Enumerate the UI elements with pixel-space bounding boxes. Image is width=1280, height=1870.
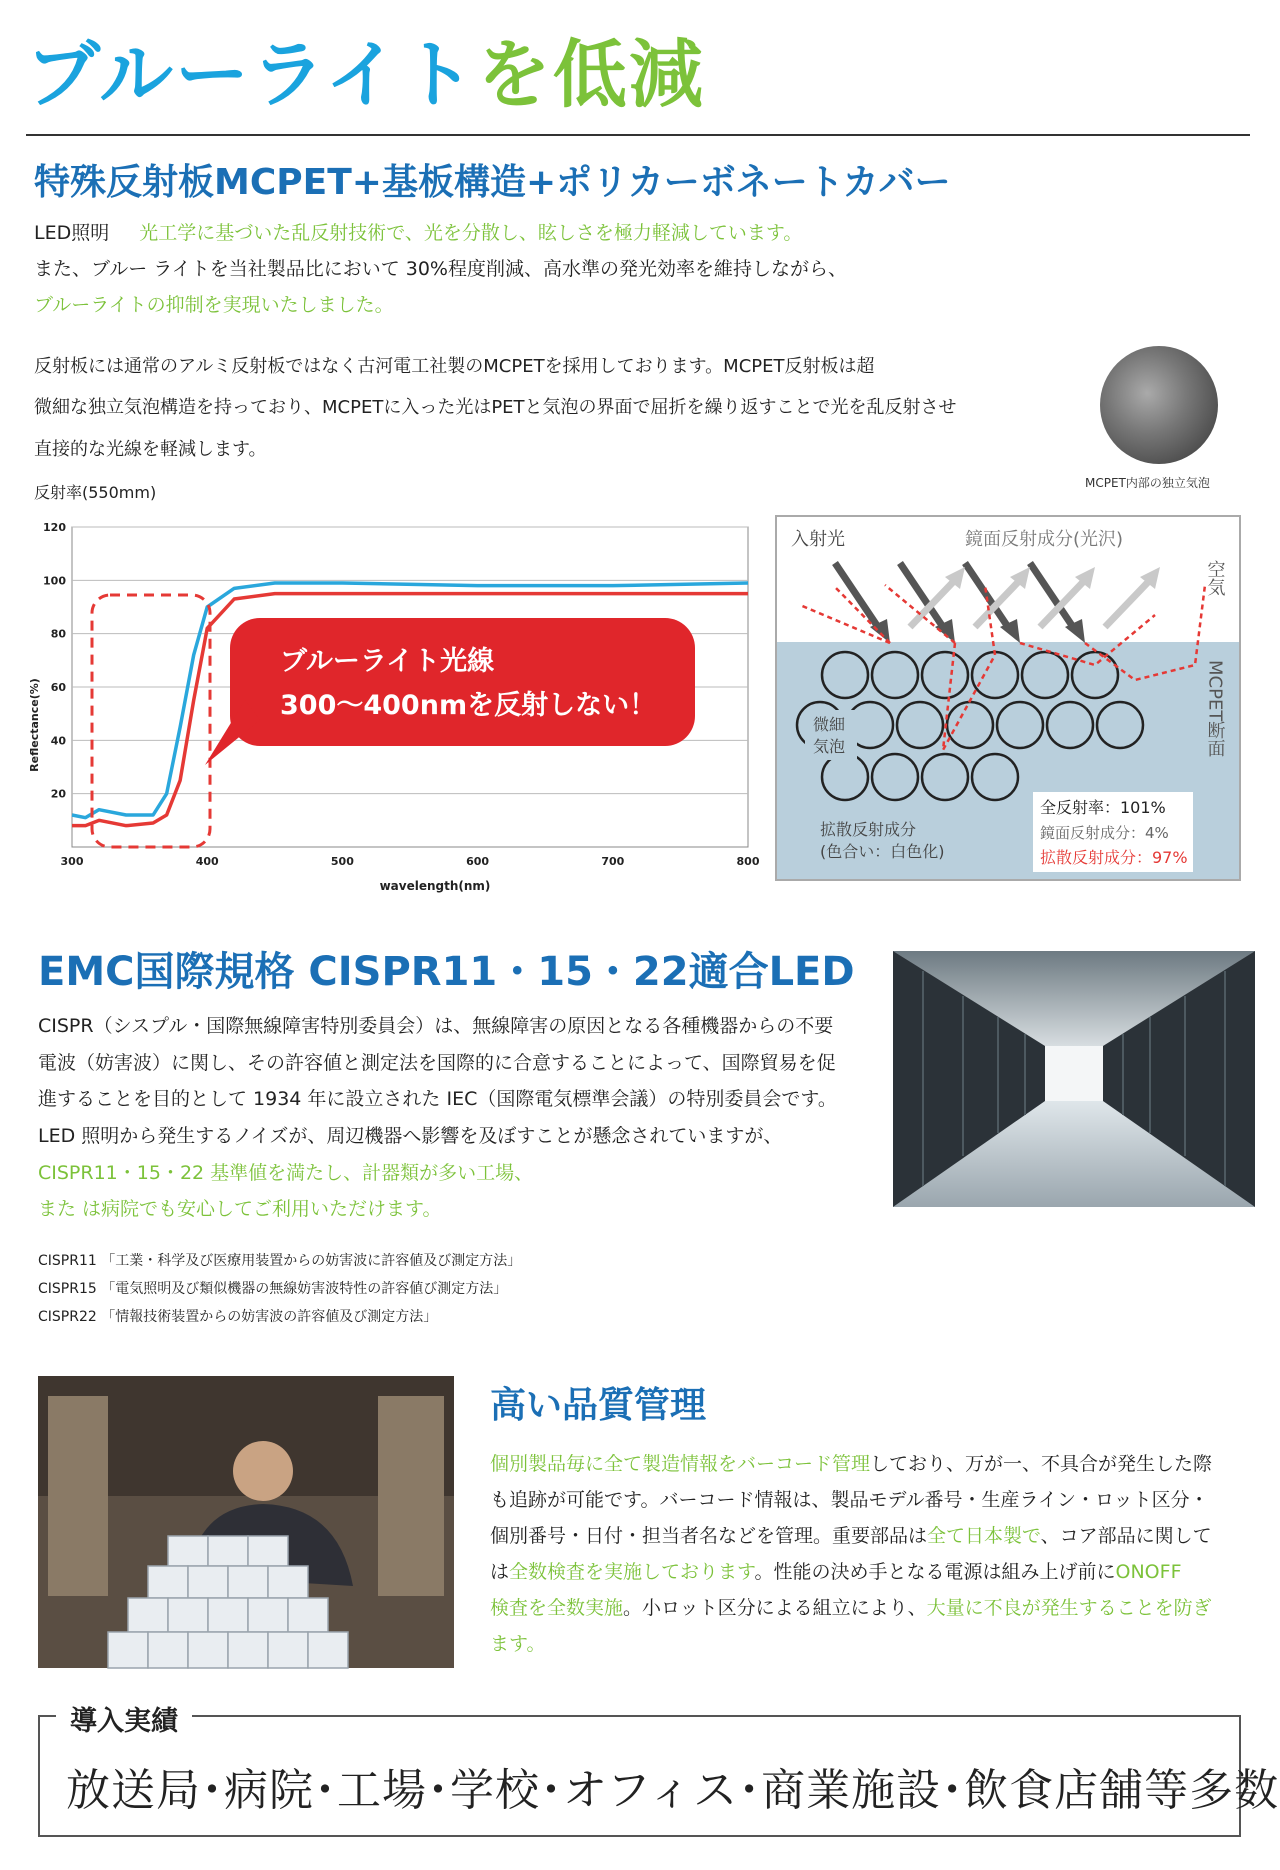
section1-paragraph1 — [34, 215, 934, 323]
y-tick-label: 100 — [43, 574, 66, 588]
results-text: 放送局･病院･工場･学校･オフィス･商業施設･飲食店舗等多数 — [66, 1765, 1280, 1816]
q-t4: 、コア部品に関して — [1040, 1525, 1212, 1548]
emc-line2: 電波（妨害波）に関し、その許容値と測定法を国際的に合意することによって、国際貿易を促 — [38, 1051, 836, 1074]
diagram-mcpet-label: MCPET断面 — [1204, 660, 1226, 758]
quality-title: 高い品質管理 — [490, 1385, 707, 1426]
mcpet-diagram — [775, 515, 1241, 881]
q-g6: 大量に不良が発生することを防ぎ — [926, 1597, 1212, 1620]
x-tick-label: 600 — [466, 855, 490, 868]
q-t7: 。小ロット区分による組立により、 — [623, 1597, 927, 1620]
q-g2: 全て日本製で — [927, 1525, 1041, 1548]
emc-paragraph — [38, 1008, 858, 1228]
emc-line3: 進することを目的として 1934 年に設立された IEC（国際電気標準会議）の特別委員会です。 — [38, 1088, 837, 1111]
x-tick-label: 400 — [195, 855, 219, 868]
emc-title: EMC国際規格 CISPR11・15・22適合LED — [38, 949, 855, 995]
ref-cispr22: CISPR22 「情報技術装置からの妨害波の許容値及び測定方法」 — [38, 1309, 438, 1325]
ref-cispr15: CISPR15 「電気照明及び類似機器の無線妨害波特性の許容値び測定方法」 — [38, 1281, 508, 1297]
hero-title-blue: ブルーライト — [26, 32, 477, 118]
hero-title — [26, 32, 705, 118]
diffuse-label-2: (色合い：白色化) — [820, 842, 945, 861]
cispr-references — [38, 1247, 521, 1331]
stat-total: 全反射率：101% — [1040, 798, 1166, 817]
worker-head — [233, 1441, 293, 1501]
x-tick-label: 700 — [601, 855, 625, 868]
y-tick-label: 40 — [50, 734, 66, 748]
q-t3: 個別番号・日付・担当者名などを管理。重要部品は — [490, 1525, 928, 1548]
x-tick-label: 800 — [736, 855, 760, 868]
mcpet-bubble-caption: MCPET内部の独立気泡 — [1085, 476, 1210, 490]
stat-specular: 鏡面反射成分：4% — [1040, 824, 1169, 842]
q-g1: 個別製品毎に全て製造情報をバーコード管理 — [490, 1453, 871, 1475]
emc-line6: また は病院でも安心してご利用いただけます。 — [38, 1198, 442, 1221]
y-tick-label: 80 — [50, 627, 66, 641]
hero-title-green: を低減 — [476, 32, 705, 118]
callout-line1: ブルーライト光線 — [280, 646, 495, 677]
stat-diffuse: 拡散反射成分：97% — [1040, 848, 1188, 867]
q-t2: も追跡が可能です。バーコード情報は、製品モデル番号・生産ライン・ロット区分・ — [490, 1489, 1209, 1512]
q-t6: 。性能の決め手となる電源は組み上げ前に — [754, 1561, 1116, 1584]
quality-paragraph — [490, 1446, 1250, 1663]
p2-line3: 直接的な光線を軽減します。 — [34, 438, 267, 460]
emc-line4: LED 照明から発生するノイズが、周辺機器へ影響を及ぼすことが懸念されていますが、 — [38, 1124, 783, 1147]
x-tick-label: 300 — [60, 855, 84, 868]
bubble-label-1: 微細 — [813, 715, 846, 734]
q-t5: は — [490, 1561, 510, 1584]
results-label: 導入実績 — [56, 1699, 192, 1738]
chart-title: 反射率(550mm) — [34, 483, 157, 502]
y-tick-label: 60 — [50, 681, 66, 694]
p1-green1: 光工学に基づいた乱反射技術で、光を分散し、眩しさを極力軽減しています。 — [139, 222, 803, 244]
y-tick-label: 20 — [50, 787, 66, 801]
diffuse-label-1: 拡散反射成分 — [820, 820, 917, 839]
diagram-specular-label: 鏡面反射成分(光沢) — [965, 529, 1124, 550]
chart-xlabel: wavelength(nm) — [379, 879, 491, 893]
p1-green2: ブルーライトの抑制を実現いたしました。 — [34, 294, 394, 317]
q-t1: しており、万が一、不具合が発生した際 — [870, 1453, 1213, 1475]
p1-lead: LED照明 — [34, 222, 110, 244]
emc-line5: CISPR11・15・22 基準値を満たし、計器類が多い工場、 — [38, 1161, 534, 1184]
p1-line2: また、ブルー ライトを当社製品比において 30%程度削減、高水準の発光効率を維持しながら、 — [34, 258, 847, 281]
callout-line2: 300～400nmを反射しない！ — [280, 690, 657, 721]
chart-ylabel: Reflectance(%) — [28, 678, 41, 772]
q-g4: ONOFF — [1115, 1561, 1182, 1584]
diagram-incident-label: 入射光 — [791, 529, 845, 550]
section1-paragraph2 — [34, 346, 1084, 470]
x-tick-label: 500 — [330, 855, 354, 868]
p2-line2: 微細な独立気泡構造を持っており、MCPETに入った光はPETと気泡の界面で屈折を繰り返すことで光を乱反射させ — [34, 397, 957, 419]
mcpet-bubble-photo — [1100, 346, 1218, 464]
p2-line1: 反射板には通常のアルミ反射板ではなく古河電工社製のMCPETを採用しております。MCPET反射板は超 — [34, 356, 875, 377]
title-rule — [26, 134, 1250, 136]
ref-cispr11: CISPR11 「工業・科学及び医療用装置からの妨害波に許容値及び測定方法」 — [38, 1253, 522, 1269]
callout-tail — [205, 690, 265, 770]
q-g3: 全数検査を実施しております — [509, 1561, 755, 1584]
chart-callout — [230, 618, 695, 746]
warehouse-photo — [38, 1376, 454, 1668]
bubble-label-2: 気泡 — [813, 737, 846, 756]
q-g7: ます。 — [490, 1633, 546, 1656]
y-tick-label: 120 — [43, 521, 66, 534]
datacenter-photo — [893, 951, 1255, 1207]
section1-subtitle: 特殊反射板MCPET+基板構造+ポリカーボネートカバー — [34, 162, 951, 203]
emc-line1: CISPR（シスプル・国際無線障害特別委員会）は、無線障害の原因となる各種機器からの不要 — [38, 1015, 834, 1037]
diagram-air-label: 空気 — [1204, 560, 1226, 596]
q-g5: 検査を全数実施 — [490, 1597, 624, 1620]
